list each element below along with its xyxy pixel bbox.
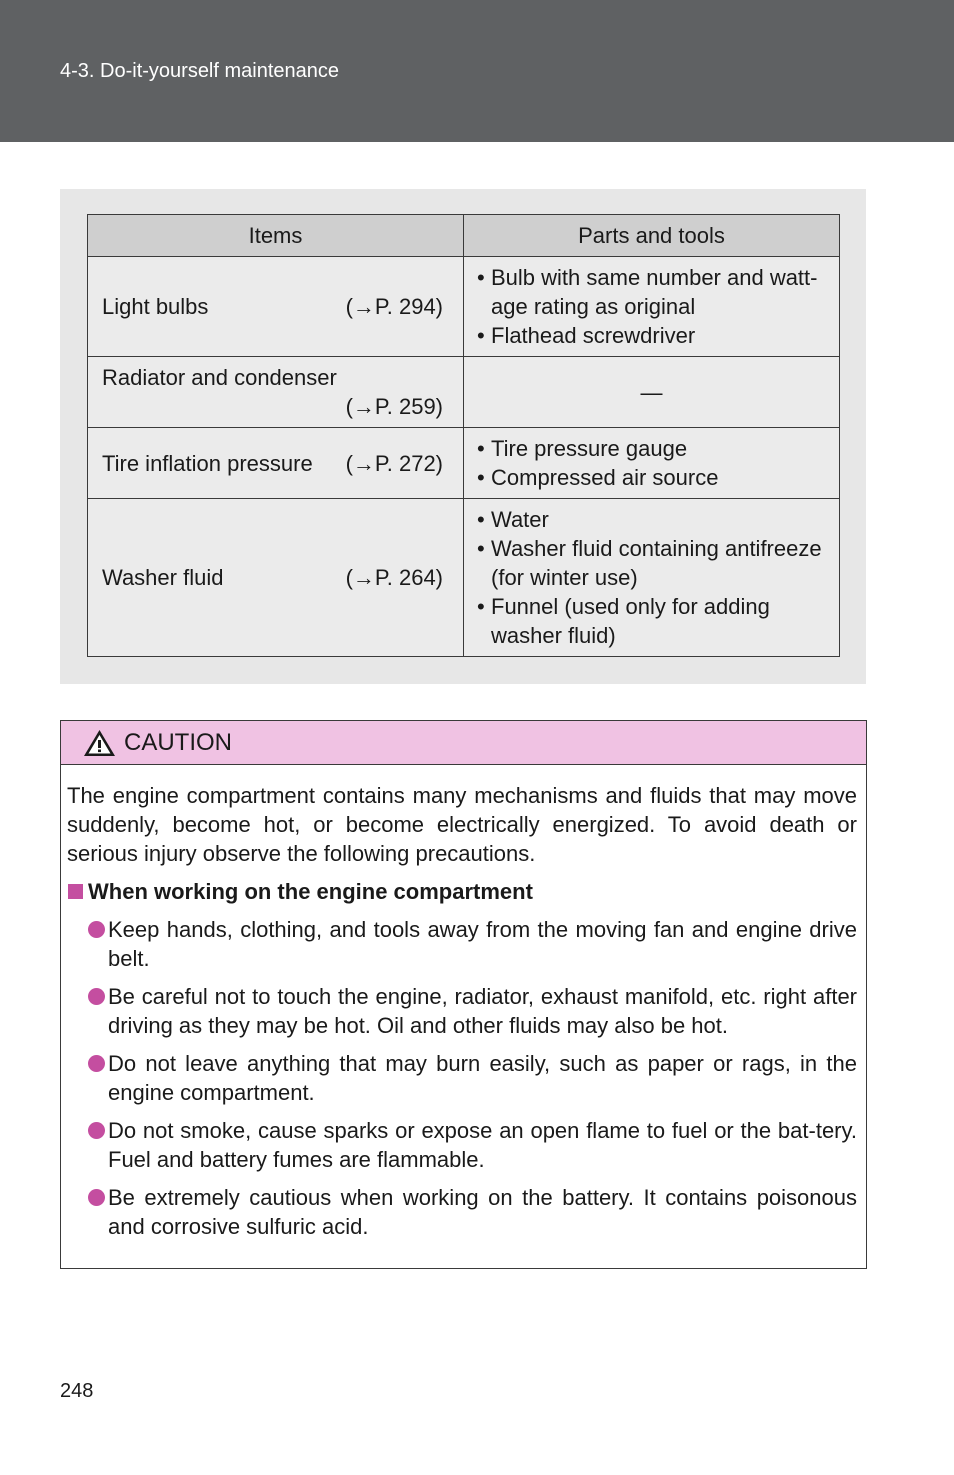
bullet-text: Be extremely cautious when working on the battery. It contains poisonous and corrosive sulfuric acid. — [108, 1185, 857, 1239]
list-item — [88, 1049, 857, 1107]
list-item: • Water — [477, 505, 831, 534]
page-reference: (→P. 272) — [345, 450, 443, 476]
table-row — [88, 257, 840, 357]
table-row — [88, 357, 840, 428]
item-cell — [88, 499, 464, 657]
bullet-text: Do not leave anything that may burn easily, such as paper or rags, in the engine compartment. — [108, 1051, 857, 1105]
list-item: • Flathead screwdriver — [477, 321, 831, 350]
list-item: • Funnel (used only for adding washer fluid) — [477, 592, 831, 650]
caution-body — [61, 765, 866, 1241]
tools-cell-empty — [464, 357, 840, 428]
column-header-items: Items — [88, 215, 464, 257]
caution-box — [60, 720, 867, 1269]
circle-bullet-icon — [88, 1189, 105, 1206]
table-row — [88, 428, 840, 499]
circle-bullet-icon — [88, 1122, 105, 1139]
item-cell — [88, 357, 464, 428]
tools-cell — [464, 499, 840, 657]
page-reference: (→P. 294) — [345, 294, 443, 319]
list-item — [88, 1116, 857, 1174]
precaution-list — [67, 915, 857, 1241]
list-item — [88, 1183, 857, 1241]
parts-table-panel — [60, 189, 866, 684]
page-reference: (→P. 264) — [345, 565, 443, 590]
page-number: 248 — [60, 1380, 94, 1402]
item-cell — [88, 257, 464, 357]
list-item — [88, 982, 857, 1040]
empty-dash: — — [640, 379, 663, 405]
caution-title: CAUTION — [124, 728, 232, 756]
item-name: Radiator and condenser — [102, 365, 337, 390]
parts-and-tools-table — [87, 214, 840, 657]
bullet-text: Be careful not to touch the engine, radiator, exhaust manifold, etc. right after driving as they may be hot. Oil and other fluids may also be hot. — [108, 984, 857, 1038]
list-item: • Tire pressure gauge — [477, 434, 831, 463]
list-item: • Bulb with same number and watt-age rating as original — [477, 263, 831, 321]
bullet-text: Do not smoke, cause sparks or expose an open flame to fuel or the bat-tery. Fuel and battery fumes are flammable. — [108, 1118, 857, 1172]
table-row — [88, 499, 840, 657]
section-title: 4-3. Do-it-yourself maintenance — [60, 60, 340, 82]
square-bullet-icon — [68, 884, 83, 899]
page-header-band — [0, 0, 954, 142]
circle-bullet-icon — [88, 921, 105, 938]
list-item: • Compressed air source — [477, 463, 831, 492]
bullet-text: Keep hands, clothing, and tools away from the moving fan and engine drive belt. — [108, 917, 857, 971]
item-name: Washer fluid — [102, 565, 224, 590]
caution-subheading — [67, 877, 857, 906]
item-name: Light bulbs — [102, 294, 209, 319]
item-cell — [88, 428, 464, 499]
caution-intro: The engine compartment contains many mechanisms and fluids that may move suddenly, become hot, or become electrically energized. To avoid death or serious injury observe the following precautions. — [67, 783, 857, 866]
column-header-parts-tools: Parts and tools — [464, 215, 840, 257]
caution-header — [61, 721, 866, 765]
tools-cell — [464, 428, 840, 499]
circle-bullet-icon — [88, 1055, 105, 1072]
circle-bullet-icon — [88, 988, 105, 1005]
warning-triangle-icon — [83, 729, 116, 757]
list-item — [88, 915, 857, 973]
page-reference: (→P. 259) — [345, 394, 443, 419]
list-item: • Washer fluid containing antifreeze (for winter use) — [477, 534, 831, 592]
table-header-row — [88, 215, 840, 257]
tools-cell — [464, 257, 840, 357]
subheading-text: When working on the engine compartment — [88, 879, 533, 904]
item-name: Tire inflation pressure — [102, 450, 313, 476]
